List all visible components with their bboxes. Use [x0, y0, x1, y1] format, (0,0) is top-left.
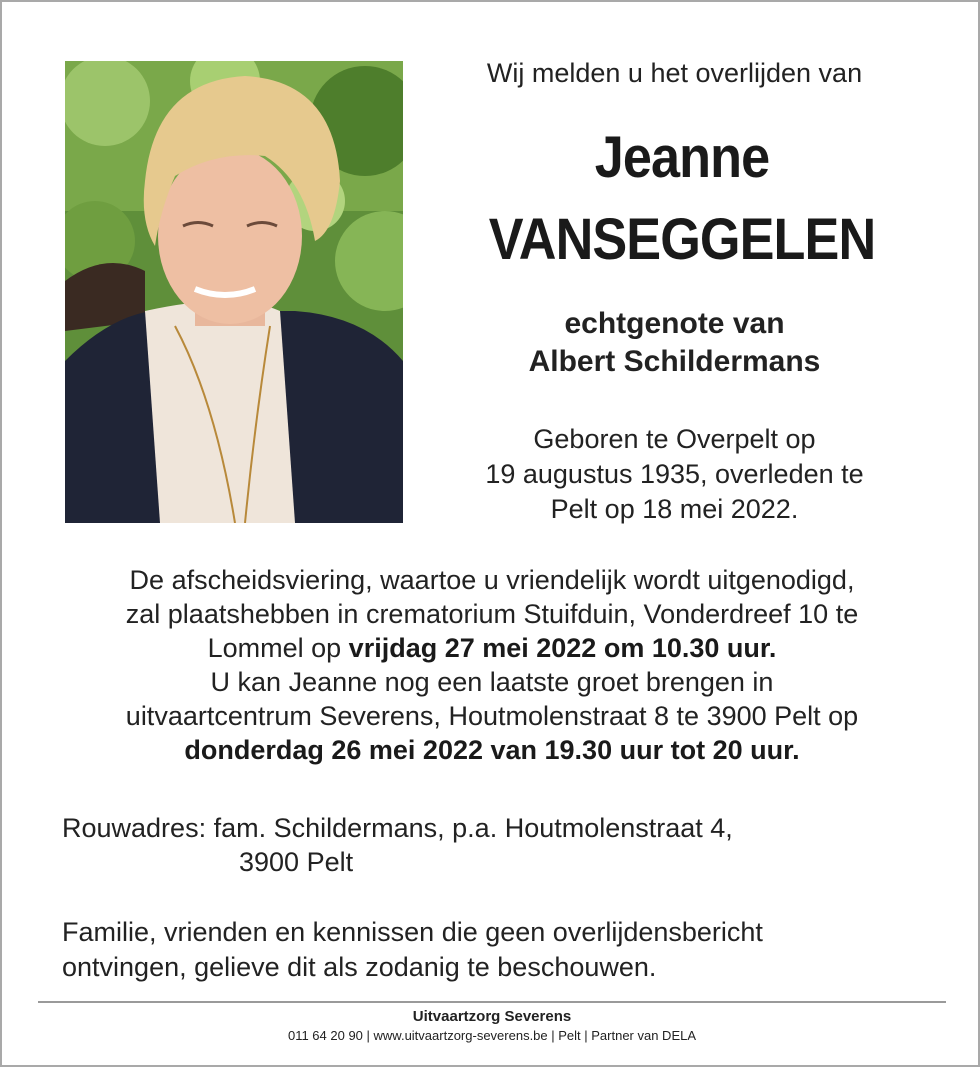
- announcement-intro: Wij melden u het overlijden van: [486, 58, 863, 88]
- deceased-last-name: VANSEGGELEN: [488, 207, 876, 272]
- ceremony-line-3-prefix: Lommel op: [207, 633, 349, 663]
- ceremony-line-3: [42, 631, 942, 665]
- address-line-1: Rouwadres: fam. Schildermans, p.a. Houtmolenstraat 4,: [62, 813, 733, 843]
- ceremony-date: vrijdag 27 mei 2022 om 10.30 uur.: [348, 633, 777, 663]
- birth-death-info: [422, 422, 927, 527]
- portrait-photo: [65, 61, 403, 523]
- visitation-date: donderdag 26 mei 2022 van 19.30 uur tot 20 uur.: [184, 735, 800, 765]
- funeral-home-contact: 011 64 20 90 | www.uitvaartzorg-severens.be | Pelt | Partner van DELA: [287, 1028, 697, 1043]
- ceremony-line-6: [42, 733, 942, 767]
- spouse-info: [422, 305, 927, 381]
- address-line-2: 3900 Pelt: [239, 847, 354, 877]
- family-note-line-2: ontvingen, gelieve dit als zodanig te beschouwen.: [62, 952, 657, 982]
- birth-death-line-3: Pelt op 18 mei 2022.: [550, 494, 799, 524]
- ceremony-line-4: U kan Jeanne nog een laatste groet brengen in: [210, 667, 774, 697]
- mourning-address: [62, 811, 733, 879]
- birth-death-line-2: 19 augustus 1935, overleden te: [485, 459, 864, 489]
- spouse-line-1: echtgenote van: [564, 307, 785, 340]
- spouse-line-2: Albert Schildermans: [528, 345, 821, 378]
- ceremony-details: [42, 563, 942, 767]
- footer-divider: [38, 1001, 946, 1003]
- family-note: [62, 915, 763, 985]
- birth-death-line-1: Geboren te Overpelt op: [533, 424, 816, 454]
- funeral-home-name: Uitvaartzorg Severens: [412, 1008, 572, 1025]
- ceremony-line-2: zal plaatshebben in crematorium Stuifduin, Vonderdreef 10 te: [125, 599, 859, 629]
- deceased-first-name: Jeanne: [594, 125, 770, 190]
- ceremony-line-1: De afscheidsviering, waartoe u vriendelijk wordt uitgenodigd,: [129, 565, 855, 595]
- family-note-line-1: Familie, vrienden en kennissen die geen overlijdensbericht: [62, 917, 763, 947]
- ceremony-line-5: uitvaartcentrum Severens, Houtmolenstraat 8 te 3900 Pelt op: [125, 701, 859, 731]
